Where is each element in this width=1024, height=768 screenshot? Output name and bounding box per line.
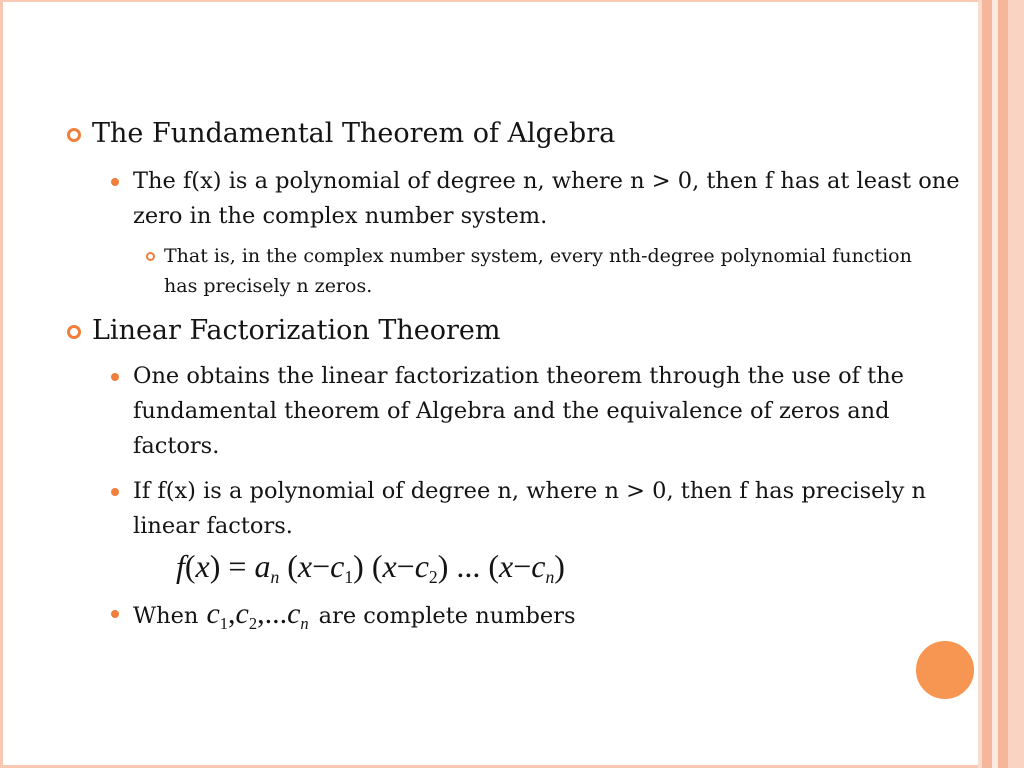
bullet-text-with-math bbox=[133, 596, 576, 642]
factorization-formula: $f(x) = a_n$ $(x-c_1)$ $(x-c_2)$ ... $(x-c_n)$ bbox=[176, 548, 565, 588]
slide-frame-left bbox=[0, 0, 3, 768]
bullet-suffix: are complete numbers bbox=[318, 603, 576, 629]
bullet-dot-icon bbox=[111, 610, 119, 618]
bullet-dot-icon bbox=[111, 178, 119, 186]
stripe bbox=[1008, 0, 1024, 768]
bullet-dot-icon bbox=[111, 373, 119, 381]
inline-math: $c_1,c_2,...c_n$ bbox=[206, 597, 309, 633]
stripe bbox=[982, 0, 992, 768]
sub-bullet-text: That is, in the complex number system, every nth-degree polynomial function has precisely n zeros. bbox=[164, 245, 912, 297]
bullet-dot-icon bbox=[111, 488, 119, 496]
bullet-text: If f(x) is a polynomial of degree n, where n > 0, then f has precisely n linear factors. bbox=[133, 478, 927, 539]
decorative-circle bbox=[914, 639, 976, 701]
stripe bbox=[998, 0, 1008, 768]
bullet-ring-small-icon bbox=[146, 252, 155, 261]
bullet-ring-icon bbox=[67, 325, 81, 339]
bullet-ring-icon bbox=[67, 128, 81, 142]
slide-frame-top bbox=[0, 0, 1024, 2]
bullet-text: One obtains the linear factorization theorem through the use of the fundamental theorem of Algebra and the equivalence of zeros and factors. bbox=[133, 363, 904, 459]
bullet-text: The f(x) is a polynomial of degree n, where n > 0, then f has at least one zero in the complex number system. bbox=[133, 168, 960, 229]
bullet-prefix: When bbox=[133, 603, 199, 629]
decorative-stripes bbox=[978, 0, 1024, 768]
heading-fundamental-theorem: The Fundamental Theorem of Algebra bbox=[92, 118, 616, 149]
heading-linear-factorization: Linear Factorization Theorem bbox=[92, 315, 501, 346]
